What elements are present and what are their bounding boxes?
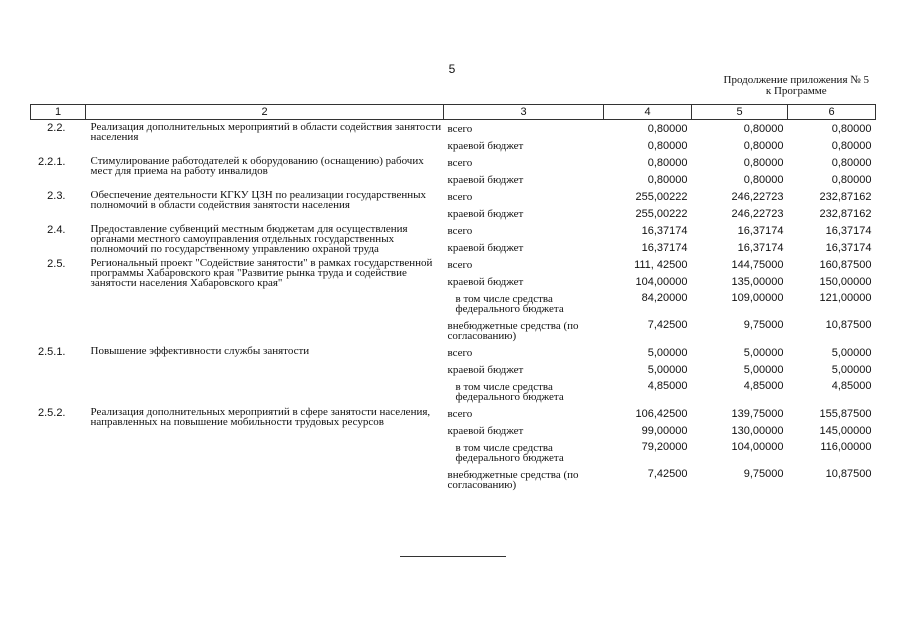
row-number: 2.5. (47, 258, 66, 270)
value-cell: 9,75000 (743, 319, 784, 331)
funding-source: краевой бюджет (447, 275, 524, 288)
value-cell: 5,00000 (647, 363, 688, 376)
value-cell: 5,00000 (743, 346, 784, 359)
activity-name: Реализация дополнительных мероприятий в сфере занятости населения, направленных на повышение мобильности трудовых ресурсов (90, 406, 431, 428)
funding-source: всего (447, 224, 473, 237)
funding-source: всего (447, 122, 473, 135)
value-cell: 0,80000 (647, 156, 688, 169)
table-row (31, 120, 876, 138)
value-cell: 10,87500 (825, 319, 872, 331)
value-cell: 5,00000 (831, 363, 872, 376)
appendix-line-2: к Программе (765, 85, 827, 97)
value-cell: 0,80000 (831, 122, 872, 135)
table-row (31, 222, 876, 239)
value-cell: 246,22723 (731, 207, 784, 220)
value-cell: 255,00222 (635, 190, 688, 203)
value-cell: 106,42500 (635, 407, 688, 420)
value-cell: 0,80000 (831, 139, 872, 152)
value-cell: 255,00222 (635, 207, 688, 220)
value-cell: 104,00000 (635, 275, 688, 288)
value-cell: 16,37174 (825, 224, 872, 237)
value-cell: 0,80000 (647, 173, 688, 186)
value-cell: 121,00000 (819, 292, 872, 304)
value-cell: 0,80000 (743, 173, 784, 186)
funding-source: всего (447, 156, 473, 169)
column-header: 2 (86, 105, 444, 120)
activity-name: Региональный проект "Содействие занятости" в рамках государственной программы Хабаровского края "Развитие рынка труда и содействие занятости населения Хабаровского края" (90, 257, 433, 289)
column-header: 5 (692, 105, 788, 120)
column-header: 3 (444, 105, 604, 120)
value-cell: 5,00000 (647, 346, 688, 359)
value-cell: 232,87162 (819, 190, 872, 203)
activity-name: Повышение эффективности службы занятости (90, 345, 310, 357)
funding-source: всего (447, 346, 473, 359)
activity-name: Стимулирование работодателей к оборудованию (оснащению) рабочих мест для приема на работу инвалидов (90, 155, 424, 177)
appendix-header (724, 75, 869, 97)
funding-source: всего (447, 190, 473, 203)
value-cell: 0,80000 (647, 122, 688, 135)
funding-source: краевой бюджет (447, 363, 524, 376)
funding-source: всего (447, 407, 473, 420)
value-cell: 116,00000 (820, 441, 872, 453)
funding-source: внебюджетные средства (по согласованию) (447, 319, 579, 342)
value-cell: 246,22723 (731, 190, 784, 203)
value-cell: 144,75000 (731, 258, 784, 271)
value-cell: 16,37174 (737, 224, 784, 237)
funding-source: краевой бюджет (447, 424, 524, 437)
activity-name: Предоставление субвенций местным бюджетам для осуществления органами местного самоуправления отдельных государственных полномочий по государственному управлению охраной труда (90, 223, 408, 255)
row-number: 2.2.1. (37, 156, 66, 168)
funding-source: внебюджетные средства (по согласованию) (447, 468, 579, 491)
column-header: 1 (31, 105, 86, 120)
row-number: 2.3. (47, 190, 66, 202)
value-cell: 0,80000 (831, 156, 872, 169)
program-table (30, 104, 876, 493)
table-row (31, 344, 876, 361)
row-number: 2.5.1. (37, 346, 66, 358)
value-cell: 4,85000 (743, 380, 784, 392)
value-cell: 160,87500 (819, 258, 872, 271)
table-row (31, 188, 876, 205)
funding-source: в том числе средства федерального бюджета (455, 441, 564, 464)
funding-source: в том числе средства федерального бюджета (455, 380, 564, 403)
value-cell: 84,20000 (641, 292, 688, 304)
table-row (31, 256, 876, 273)
row-number: 2.2. (47, 122, 66, 134)
value-cell: 4,85000 (831, 380, 872, 392)
value-cell: 139,75000 (731, 407, 784, 420)
value-cell: 0,80000 (743, 156, 784, 169)
value-cell: 7,42500 (647, 468, 688, 480)
value-cell: 5,00000 (743, 363, 784, 376)
value-cell: 7,42500 (647, 319, 688, 331)
header-row (31, 105, 876, 120)
funding-source: краевой бюджет (447, 173, 524, 186)
value-cell: 0,80000 (743, 122, 784, 135)
value-cell: 104,00000 (731, 441, 784, 453)
funding-source: краевой бюджет (447, 241, 524, 254)
value-cell: 135,00000 (731, 275, 784, 288)
column-header: 4 (604, 105, 692, 120)
value-cell: 0,80000 (831, 173, 872, 186)
value-cell: 232,87162 (819, 207, 872, 220)
value-cell: 150,00000 (819, 275, 872, 288)
value-cell: 16,37174 (641, 241, 688, 254)
value-cell: 130,00000 (731, 424, 784, 437)
funding-source: краевой бюджет (447, 139, 524, 152)
funding-source: краевой бюджет (447, 207, 524, 220)
value-cell: 5,00000 (831, 346, 872, 359)
row-number: 2.4. (47, 224, 66, 236)
footer-separator-line (400, 556, 506, 557)
value-cell: 0,80000 (743, 139, 784, 152)
value-cell: 16,37174 (641, 224, 688, 237)
value-cell: 155,87500 (819, 407, 872, 420)
table-row (31, 154, 876, 171)
activity-name: Обеспечение деятельности КГКУ ЦЗН по реализации государственных полномочий в области содействия занятости населения (90, 189, 427, 211)
row-number: 2.5.2. (37, 407, 66, 419)
value-cell: 10,87500 (825, 468, 872, 480)
funding-source: в том числе средства федерального бюджета (455, 292, 564, 315)
value-cell: 109,00000 (731, 292, 784, 304)
value-cell: 145,00000 (819, 424, 872, 437)
page-number: 5 (448, 62, 456, 76)
value-cell: 16,37174 (737, 241, 784, 254)
table-row (31, 405, 876, 422)
value-cell: 79,20000 (641, 441, 688, 453)
value-cell: 0,80000 (647, 139, 688, 152)
value-cell: 99,00000 (641, 424, 688, 437)
appendix-line-1: Продолжение приложения № 5 (723, 74, 869, 86)
value-cell: 111, 42500 (634, 258, 688, 271)
activity-name: Реализация дополнительных мероприятий в области содействия занятости населения (90, 121, 442, 143)
funding-source: всего (447, 258, 473, 271)
value-cell: 9,75000 (743, 468, 784, 480)
column-header: 6 (788, 105, 876, 120)
value-cell: 4,85000 (647, 380, 688, 392)
value-cell: 16,37174 (825, 241, 872, 254)
